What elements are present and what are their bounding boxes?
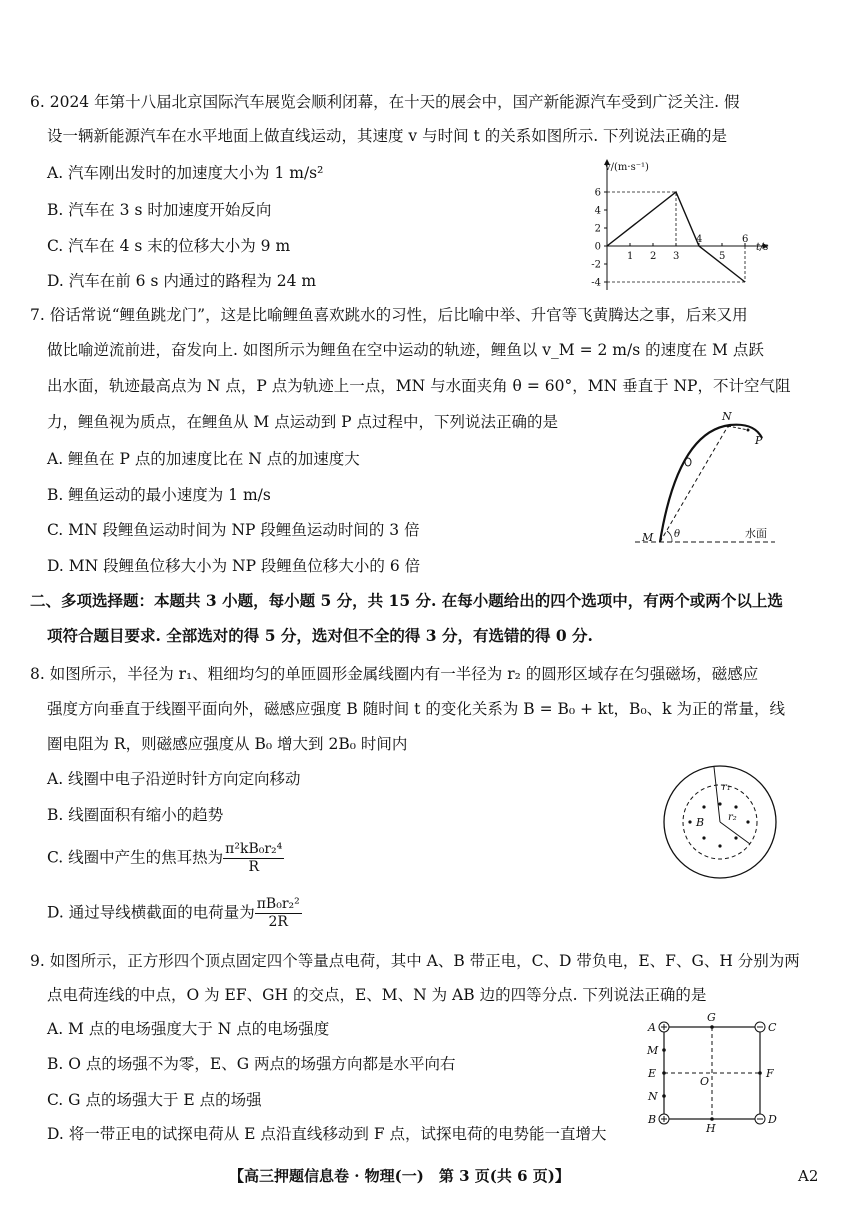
footer-label: 【高三押题信息卷 · 物理(一) 第 3 页(共 6 页)】 (229, 1167, 570, 1185)
vt-ytick-label: 6 (594, 187, 601, 199)
footer-code: A2 (798, 1167, 819, 1185)
charge-d-negative (755, 1114, 765, 1124)
vt-ytick-label: 4 (594, 205, 601, 217)
label-F: F (766, 1067, 774, 1080)
r1-radius (714, 767, 720, 822)
label-B: B (648, 1113, 657, 1126)
vt-xtick-label: 6 (742, 234, 749, 245)
label-P: P (755, 434, 763, 447)
label-B: B (696, 816, 705, 829)
vt-ytick-label: 0 (594, 241, 601, 253)
coil-figure (660, 762, 780, 882)
mn-dashed (660, 426, 728, 542)
vt-axes (604, 159, 769, 290)
q8-d-fraction: $\frac{\text{πB₀r₂²}}{2R}$ (256, 896, 300, 930)
fish-marker (685, 458, 691, 466)
vt-xtick-label: 2 (650, 251, 657, 262)
q9-line-1: 9. 如图所示，正方形四个顶点固定四个等量点电荷，其中 A、B 带正电，C、D 带负电，E、F、G、H 分别为两 (30, 952, 800, 970)
label-N: N (648, 1090, 658, 1103)
vt-ytick-label: -2 (591, 259, 601, 271)
charge-b-positive (659, 1114, 669, 1124)
point-n-dot (727, 425, 730, 428)
q7-option-b: B. 鲤鱼运动的最小速度为 1 m/s (47, 486, 271, 504)
label-A: A (648, 1021, 656, 1034)
q8-line-2: 强度方向垂直于线圈平面向外，磁感应强度 B 随时间 t 的变化关系为 B = B₀ + kt，B₀、k 为正的常量，线 (47, 700, 785, 718)
vt-xtick-label: 4 (696, 234, 703, 245)
charge-c-negative (755, 1022, 765, 1032)
label-N: N (722, 410, 732, 423)
q6-option-d: D. 汽车在前 6 s 内通过的路程为 24 m (47, 272, 317, 290)
q6-line-1: 6. 2024 年第十八届北京国际汽车展览会顺利闭幕，在十天的展会中，国产新能源汽车受到广泛关注. 假 (30, 93, 740, 111)
theta-arc (667, 531, 672, 542)
label-M: M (647, 1044, 659, 1057)
label-O: O (700, 1075, 710, 1088)
label-r1: r₁ (722, 782, 731, 793)
q7-option-d: D. MN 段鲤鱼位移大小为 NP 段鲤鱼位移大小的 6 倍 (47, 557, 421, 575)
q6-line-2: 设一辆新能源汽车在水平地面上做直线运动，其速度 v 与时间 t 的关系如图所示. 下列说法正确的是 (47, 127, 728, 145)
vt-ytick-label: 2 (594, 223, 601, 235)
q7-option-a: A. 鲤鱼在 P 点的加速度比在 N 点的加速度大 (47, 450, 360, 468)
label-G: G (707, 1011, 716, 1024)
vt-ytick-label: -4 (591, 277, 601, 289)
label-D: D (768, 1113, 777, 1126)
q8-option-b: B. 线圈面积有缩小的趋势 (47, 806, 224, 824)
q6-option-b: B. 汽车在 3 s 时加速度开始反向 (47, 201, 272, 219)
vt-xtick-label: 5 (719, 251, 726, 262)
vt-xtick-label: 1 (627, 251, 634, 262)
q7-line-1: 7. 俗话常说“鲤鱼跳龙门”，这是比喻鲤鱼喜欢跳水的习性，后比喻中举、升官等飞黄腾达之事，后来又用 (30, 306, 748, 324)
label-H: H (706, 1122, 716, 1135)
q8-line-1: 8. 如图所示，半径为 r₁、粗细均匀的单匝圆形金属线圈内有一半径为 r₂ 的圆形区域存在匀强磁场，磁感应 (30, 665, 759, 683)
vt-graph (585, 158, 785, 293)
q6-option-c: C. 汽车在 4 s 末的位移大小为 9 m (47, 237, 291, 255)
q6-option-a: A. 汽车刚出发时的加速度大小为 1 m/s² (47, 164, 324, 182)
vt-xtick-label: 3 (673, 251, 680, 262)
q7-line-4: 力，鲤鱼视为质点，在鲤鱼从 M 点运动到 P 点过程中，下列说法正确的是 (47, 413, 559, 431)
q9-option-a: A. M 点的电场强度大于 N 点的电场强度 (47, 1020, 330, 1038)
q7-line-3: 出水面，轨迹最高点为 N 点，P 点为轨迹上一点，MN 与水面夹角 θ = 60°，MN 垂直于 NP，不计空气阻 (47, 377, 791, 395)
label-C: C (768, 1021, 777, 1034)
vt-xlabel: t/s (756, 242, 769, 253)
q9-option-b: B. O 点的场强不为零，E、G 两点的场强方向都是水平向右 (47, 1055, 456, 1073)
q8-option-a: A. 线圈中电子沿逆时针方向定向移动 (47, 770, 301, 788)
q9-option-d: D. 将一带正电的试探电荷从 E 点沿直线移动到 F 点，试探电荷的电势能一直增大 (47, 1125, 607, 1143)
label-theta: θ (674, 529, 681, 540)
trajectory-curve (660, 425, 762, 542)
q7-line-2: 做比喻逆流前进，奋发向上. 如图所示为鲤鱼在空中运动的轨迹，鲤鱼以 v_M = 2 m/s 的速度在 M 点跃 (47, 341, 764, 359)
square-charges-figure (640, 1010, 790, 1135)
q8-option-c: C. 线圈中产生的焦耳热为 $\frac{\text{π²kB₀r₂⁴}}{R}$ (47, 841, 283, 875)
q9-line-2: 点电荷连线的中点，O 为 EF、GH 的交点，E、M、N 为 AB 边的四等分点. 下列说法正确的是 (47, 986, 707, 1004)
section-2-header-line-2: 项符合题目要求. 全部选对的得 5 分，选对但不全的得 3 分，有选错的得 0 分. (47, 626, 593, 645)
r2-radius (720, 822, 750, 844)
q7-option-c: C. MN 段鲤鱼运动时间为 NP 段鲤鱼运动时间的 3 倍 (47, 521, 420, 539)
vt-guides (607, 192, 745, 282)
q9-option-c: C. G 点的场强大于 E 点的场强 (47, 1091, 262, 1109)
label-E: E (648, 1067, 657, 1080)
q8-line-3: 圈电阻为 R，则磁感应强度从 B₀ 增大到 2B₀ 时间内 (47, 735, 408, 753)
label-M: M (642, 531, 654, 544)
label-water: 水面 (745, 527, 767, 540)
label-r2: r₂ (728, 812, 737, 823)
charge-a-positive (659, 1022, 669, 1032)
q8-c-fraction: $\frac{\text{π²kB₀r₂⁴}}{R}$ (225, 841, 283, 875)
vt-ticks (591, 188, 748, 289)
q8-option-d: D. 通过导线横截面的电荷量为 $\frac{\text{πB₀r₂²}}{2R}$ (47, 896, 300, 930)
vt-ylabel: v/(m·s⁻¹) (605, 162, 649, 173)
point-p-dot (747, 429, 750, 432)
fish-trajectory-figure (630, 410, 780, 550)
section-2-header-line-1: 二、多项选择题：本题共 3 小题，每小题 5 分，共 15 分. 在每小题给出的四个选项中，有两个或两个以上选 (30, 591, 783, 610)
